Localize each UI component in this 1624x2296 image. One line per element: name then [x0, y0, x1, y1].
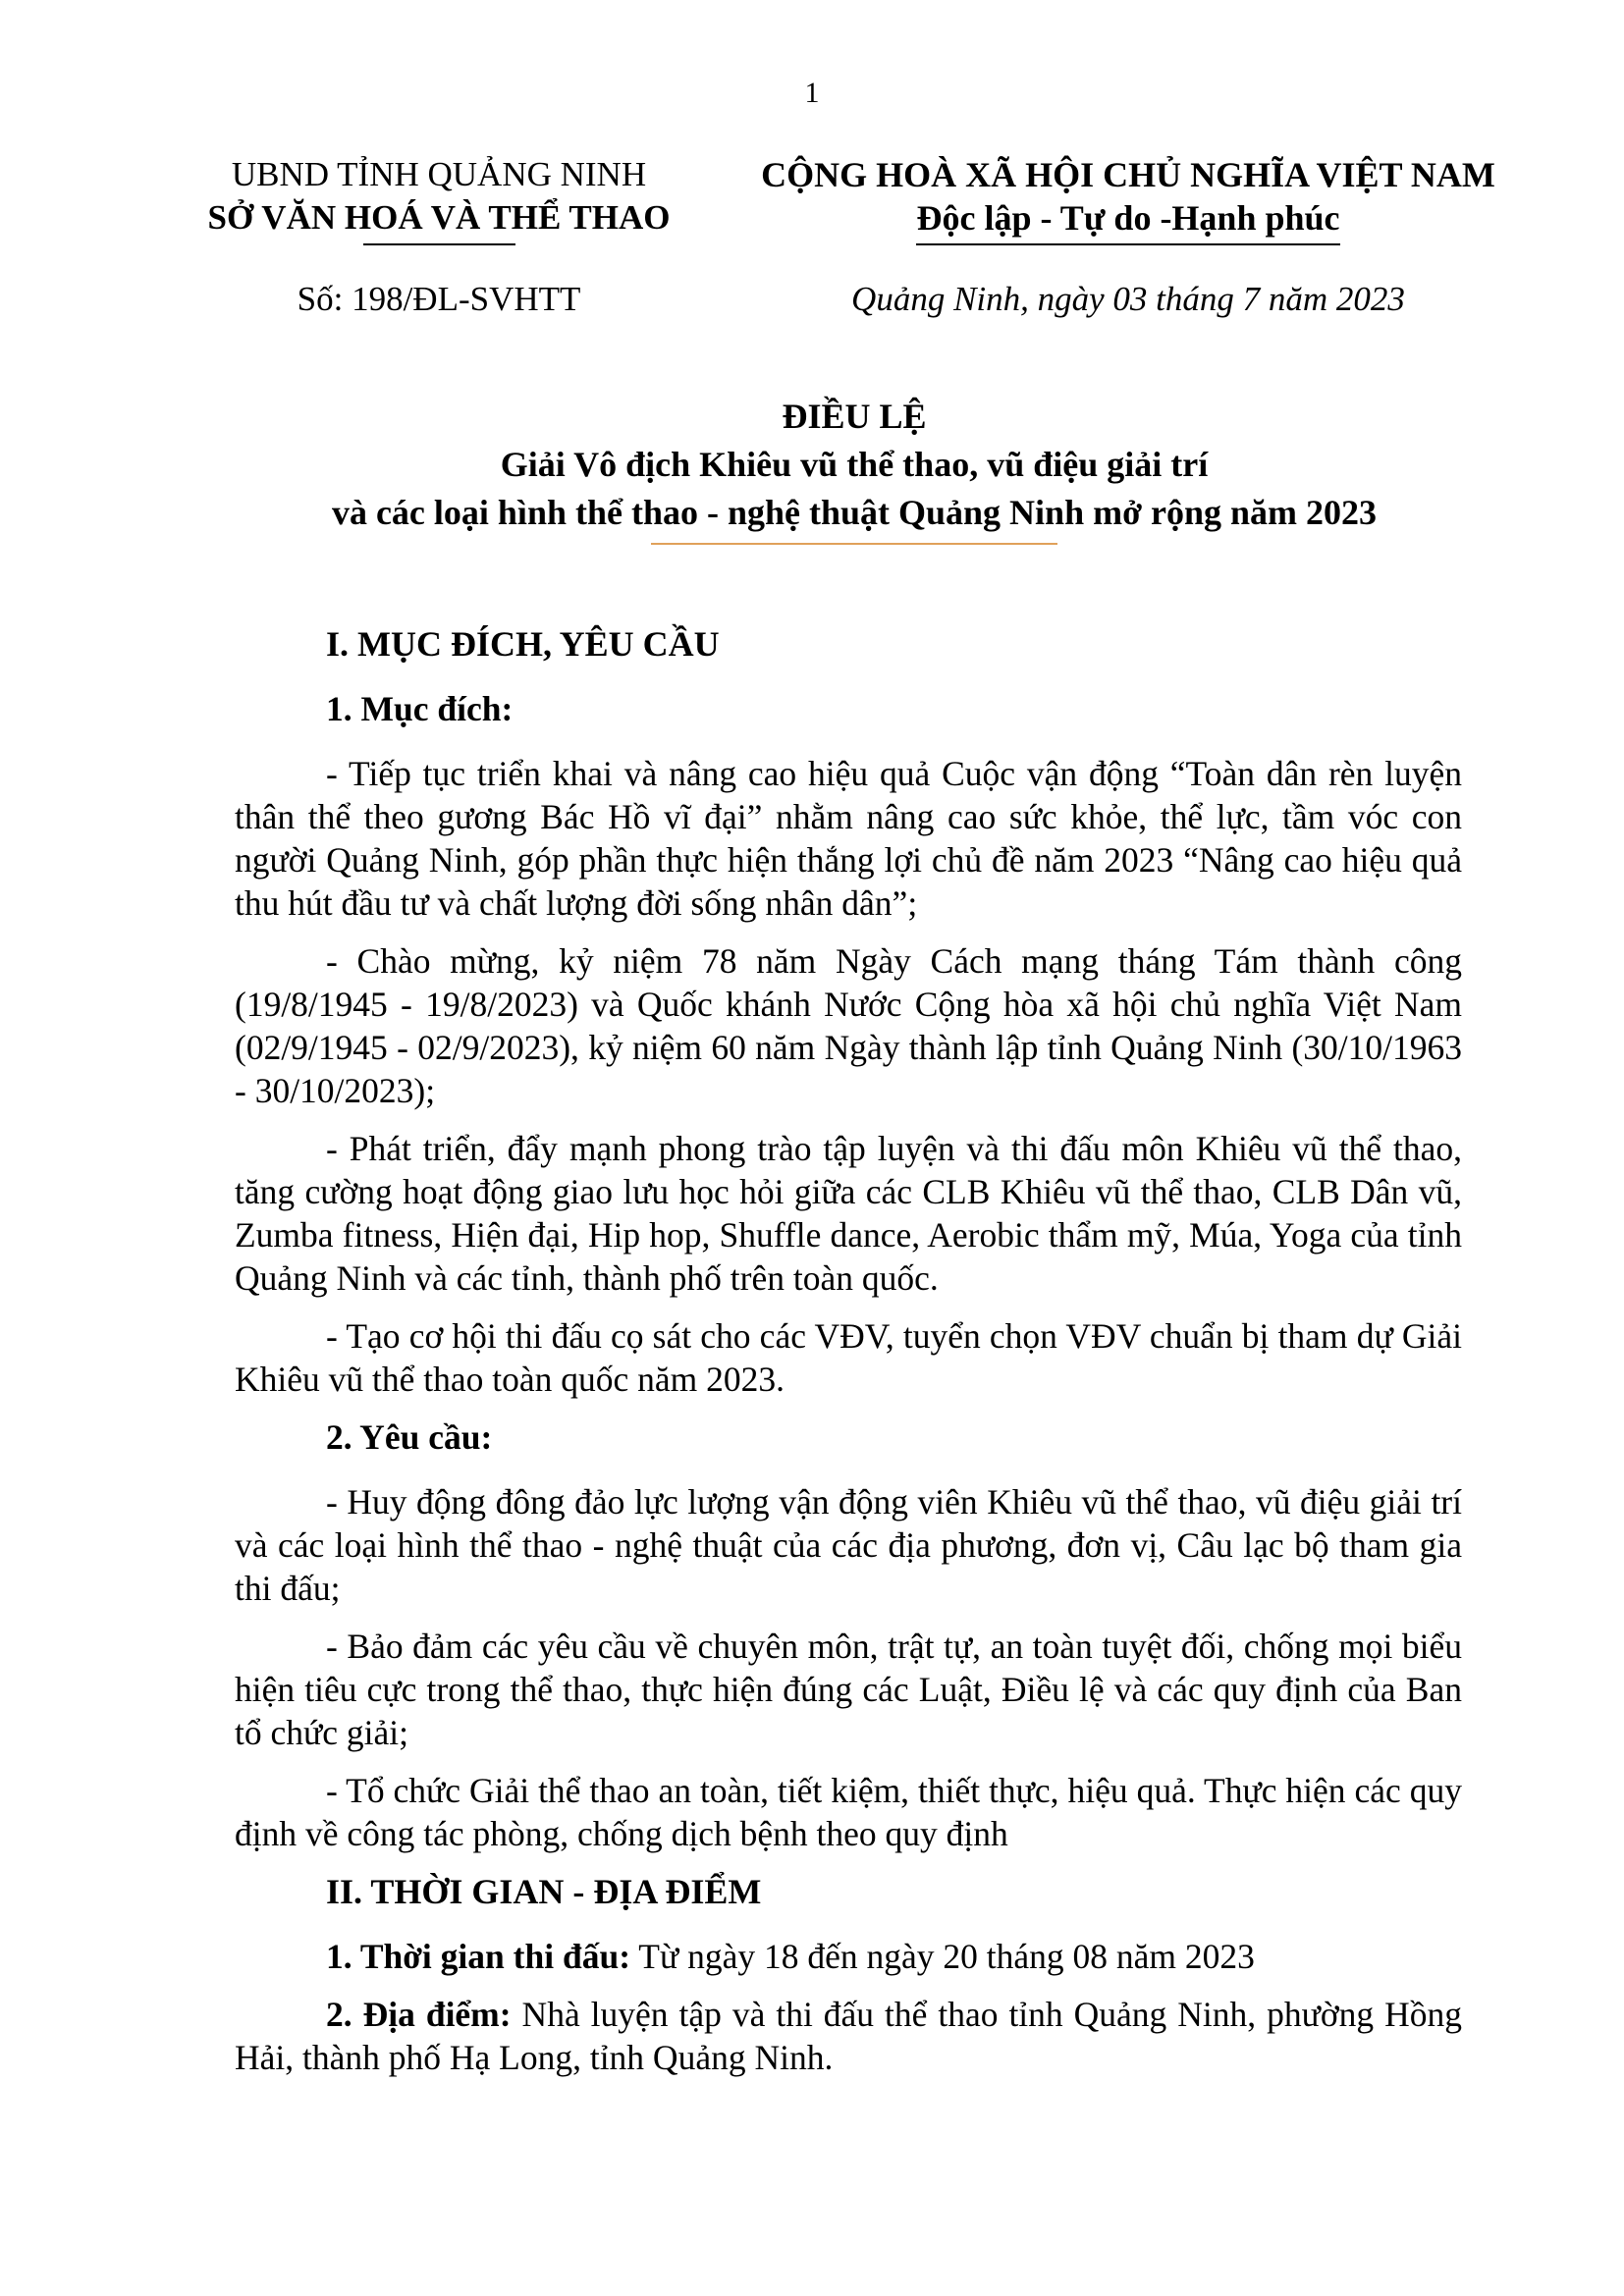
title-line-1: ĐIỀU LỆ	[782, 397, 927, 436]
place-value: Nhà luyện tập và thi đấu thể thao tỉnh Quảng Ninh, phường Hồng Hải, thành phố Hạ Long, tỉnh Quảng Ninh.	[235, 1995, 1462, 2077]
country-name: CỘNG HOÀ XÃ HỘI CHỦ NGHĨA VIỆT NAM	[761, 155, 1495, 194]
page-number: 1	[804, 77, 820, 109]
time-label: 1. Thời gian thi đấu:	[326, 1937, 631, 1976]
title-line-3: và các loại hình thể thao - nghệ thuật Quảng Ninh mở rộng năm 2023	[331, 493, 1378, 532]
agency-name: SỞ VĂN HOÁ VÀ THỂ THAO	[207, 198, 671, 237]
agency-underline	[363, 243, 515, 245]
requirement-paragraph: - Huy động đông đảo lực lượng vận động viên Khiêu vũ thể thao, vũ điệu giải trí và các loại hình thể thao - nghệ thuật của các địa phương, đơn vị, Câu lạc bộ tham gia thi đấu;	[235, 1482, 1462, 1608]
agency-parent: UBND TỈNH QUẢNG NINH	[231, 155, 647, 193]
place-date: Quảng Ninh, ngày 03 tháng 7 năm 2023	[851, 280, 1405, 318]
document-body	[235, 622, 1462, 2094]
purpose-paragraph: - Tạo cơ hội thi đấu cọ sát cho các VĐV, tuyển chọn VĐV chuẩn bị tham dự Giải Khiêu vũ thể thao toàn quốc năm 2023.	[235, 1316, 1462, 1399]
place-paragraph	[235, 1993, 1462, 2079]
national-motto	[731, 153, 1525, 245]
requirement-paragraph: - Tổ chức Giải thể thao an toàn, tiết kiệm, thiết thực, hiệu quả. Thực hiện các quy định về công tác phòng, chống dịch bệnh theo quy định	[235, 1771, 1462, 1853]
subsection-heading-requirements: 2. Yêu cầu:	[326, 1417, 493, 1457]
purpose-paragraph: - Chào mừng, kỷ niệm 78 năm Ngày Cách mạng tháng Tám thành công (19/8/1945 - 19/8/2023) và Quốc khánh Nước Cộng hòa xã hội chủ nghĩa Việt Nam (02/9/1945 - 02/9/2023), kỷ niệm 60 năm Ngày thành lập tỉnh Quảng Ninh (30/10/1963 - 30/10/2023);	[235, 941, 1462, 1110]
purpose-paragraph: - Phát triển, đẩy mạnh phong trào tập luyện và thi đấu môn Khiêu vũ thể thao, tăng cường hoạt động giao lưu học hỏi giữa các CLB Khiêu vũ thể thao, CLB Dân vũ, Zumba fitness, Hiện đại, Hip hop, Shuffle dance, Aerobic thẩm mỹ, Múa, Yoga của tỉnh Quảng Ninh và các tỉnh, thành phố trên toàn quốc.	[235, 1129, 1462, 1298]
issuing-agency	[185, 153, 693, 245]
time-value: Từ ngày 18 đến ngày 20 tháng 08 năm 2023	[630, 1937, 1255, 1976]
place-label: 2. Địa điểm:	[326, 1995, 512, 2034]
time-paragraph	[235, 1935, 1462, 1978]
subsection-heading-purpose: 1. Mục đích:	[326, 689, 514, 728]
motto-underline	[916, 243, 1340, 245]
section-heading-1: I. MỤC ĐÍCH, YÊU CẦU	[326, 624, 720, 664]
title-rule	[651, 543, 1057, 545]
section-heading-2: II. THỜI GIAN - ĐỊA ĐIỂM	[326, 1872, 762, 1911]
purpose-paragraph: - Tiếp tục triển khai và nâng cao hiệu quả Cuộc vận động “Toàn dân rèn luyện thân thể theo gương Bác Hồ vĩ đại” nhằm nâng cao sức khỏe, thể lực, tầm vóc con người Quảng Ninh, góp phần thực hiện thắng lợi chủ đề năm 2023 “Nâng cao hiệu quả thu hút đầu tư và chất lượng đời sống nhân dân”;	[235, 754, 1462, 923]
motto-line: Độc lập - Tự do -Hạnh phúc	[916, 198, 1340, 238]
document-number: Số: 198/ĐL-SVHTT	[297, 280, 581, 318]
title-line-2: Giải Vô địch Khiêu vũ thể thao, vũ điệu giải trí	[500, 445, 1209, 484]
document-title	[236, 393, 1473, 545]
requirement-paragraph: - Bảo đảm các yêu cầu về chuyên môn, trật tự, an toàn tuyệt đối, chống mọi biểu hiện tiêu cực trong thể thao, thực hiện đúng các Luật, Điều lệ và các quy định của Ban tổ chức giải;	[235, 1627, 1462, 1752]
